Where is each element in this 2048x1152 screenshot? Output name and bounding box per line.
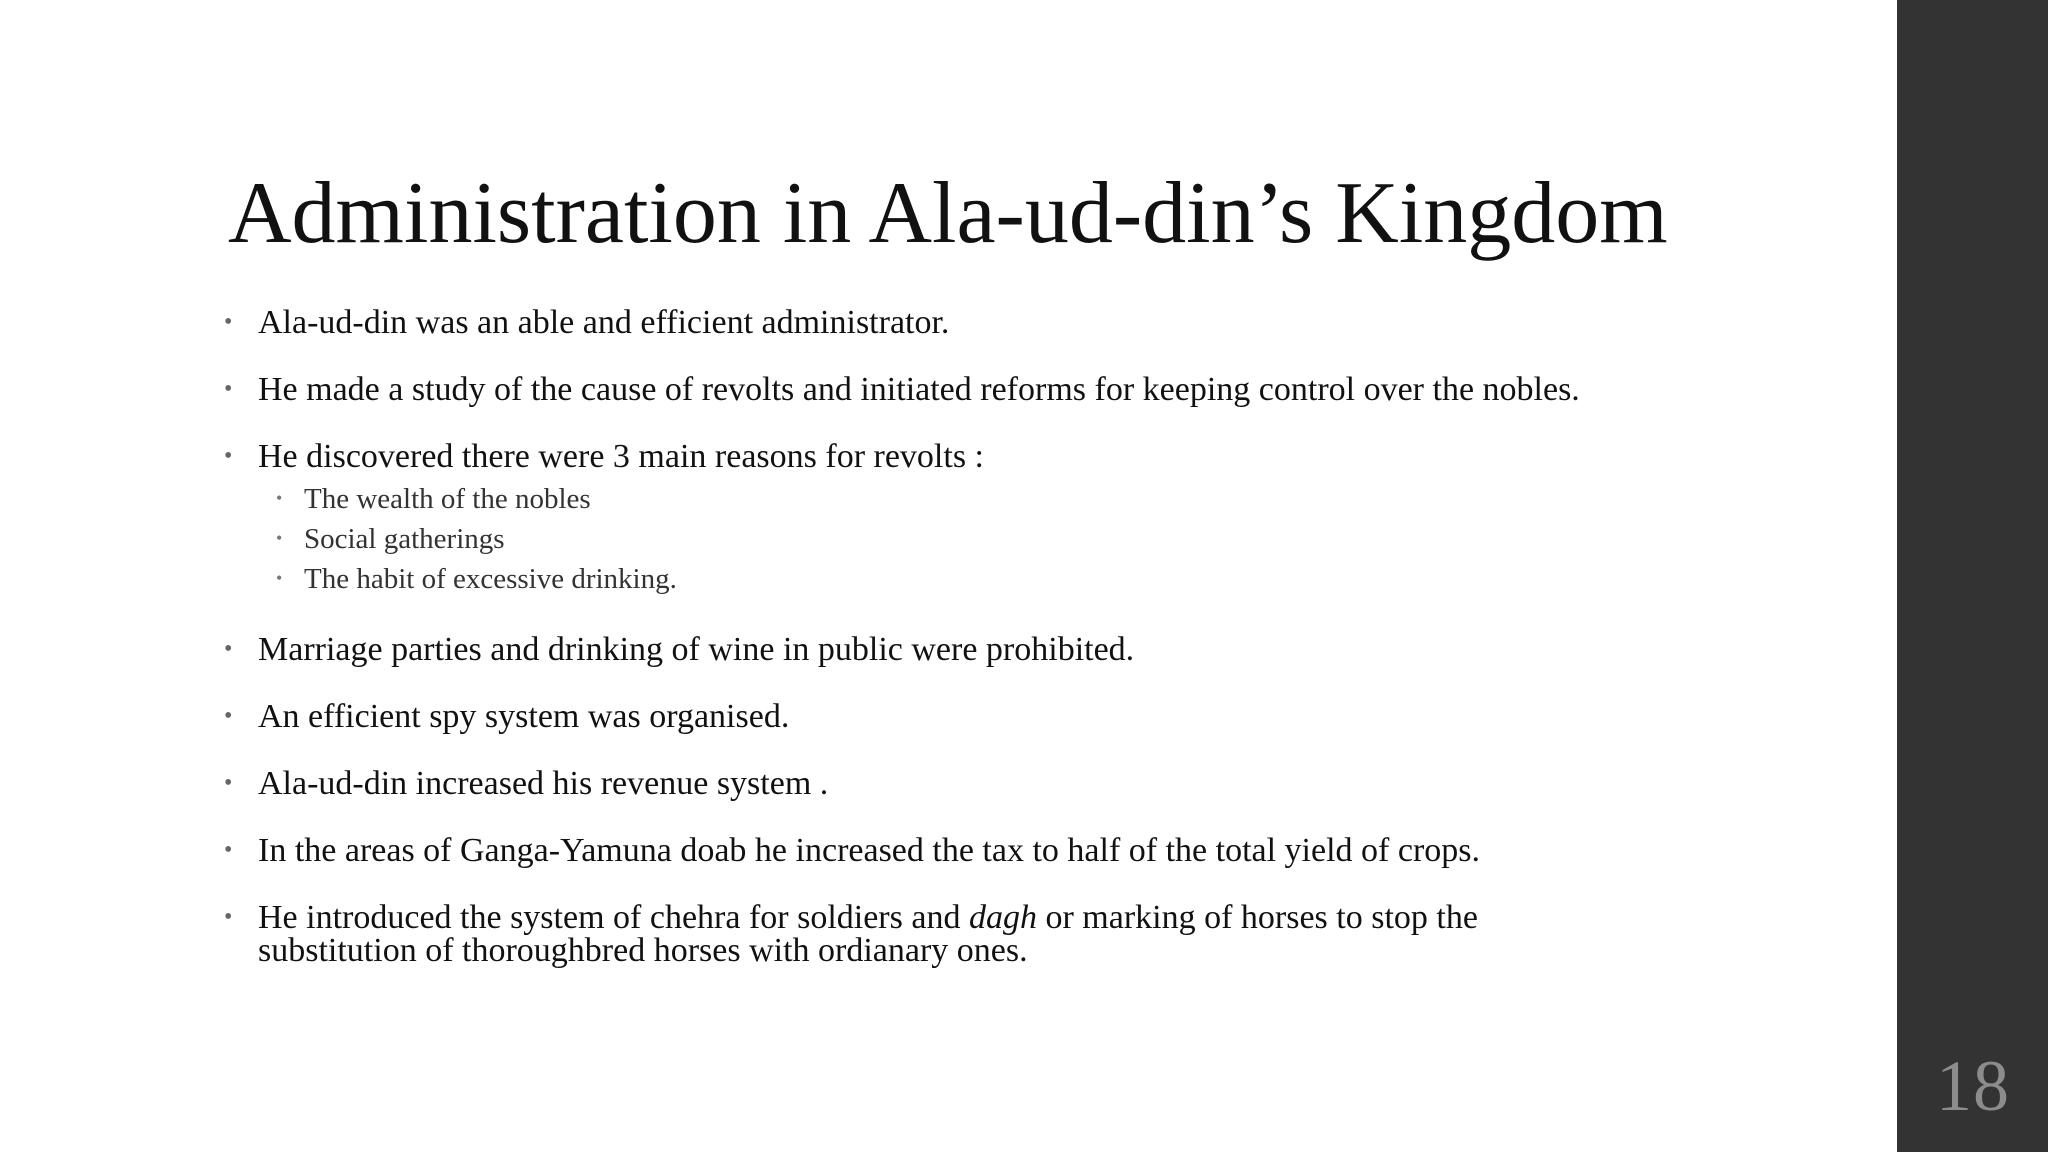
sub-bullet-marker-icon: • [276,488,283,508]
bullet-item [222,440,1642,599]
page-number: 18 [1936,1046,2010,1126]
bullet-marker-icon: • [224,837,233,863]
bullet-item [222,767,1642,800]
bullet-item [222,901,1642,967]
bullet-text: In the areas of Ganga-Yamuna doab he increased the tax to half of the total yield of crops. [258,832,1481,869]
bullet-marker-icon: • [224,376,233,402]
sub-bullet-text: The habit of excessive drinking. [304,563,677,595]
bullet-text-after: or marking of horses to stop the substitution of thoroughbred horses with ordianary ones. [258,899,1478,969]
bullet-text: An efficient spy system was organised. [258,698,790,735]
bullet-marker-icon: • [224,770,233,796]
bullet-text-before: He introduced the system of chehra for soldiers and [258,899,969,936]
bullet-text: Ala-ud-din was an able and efficient administrator. [258,304,950,341]
sub-bullet-item [258,559,1642,599]
bullet-marker-icon: • [224,443,233,469]
bullet-list-container [222,306,1642,1001]
bullet-item [222,633,1642,666]
bullet-marker-icon: • [224,703,233,729]
bullet-text: Marriage parties and drinking of wine in public were prohibited. [258,631,1135,668]
bullet-list [222,306,1642,967]
bullet-item [222,700,1642,733]
bullet-text: He made a study of the cause of revolts and initiated reforms for keeping control over the nobles. [258,371,1580,408]
bullet-marker-icon: • [224,309,233,335]
sub-bullet-text: Social gatherings [304,523,505,555]
sub-bullet-marker-icon: • [276,568,283,588]
bullet-item [222,834,1642,867]
sub-bullet-marker-icon: • [276,528,283,548]
bullet-item [222,306,1642,339]
bullet-marker-icon: • [224,904,233,930]
sub-bullet-list [258,479,1642,599]
sub-bullet-item [258,519,1642,559]
sub-bullet-text: The wealth of the nobles [304,483,591,515]
bullet-text: Ala-ud-din increased his revenue system . [258,765,829,802]
sub-bullet-item [258,479,1642,519]
bullet-text: He discovered there were 3 main reasons for revolts : [258,438,985,475]
bullet-text-italic-term: dagh [968,899,1037,936]
slide-title: Administration in Ala-ud-din’s Kingdom [228,165,1668,262]
side-panel [1897,0,2048,1152]
bullet-marker-icon: • [224,636,233,662]
bullet-item [222,373,1642,406]
